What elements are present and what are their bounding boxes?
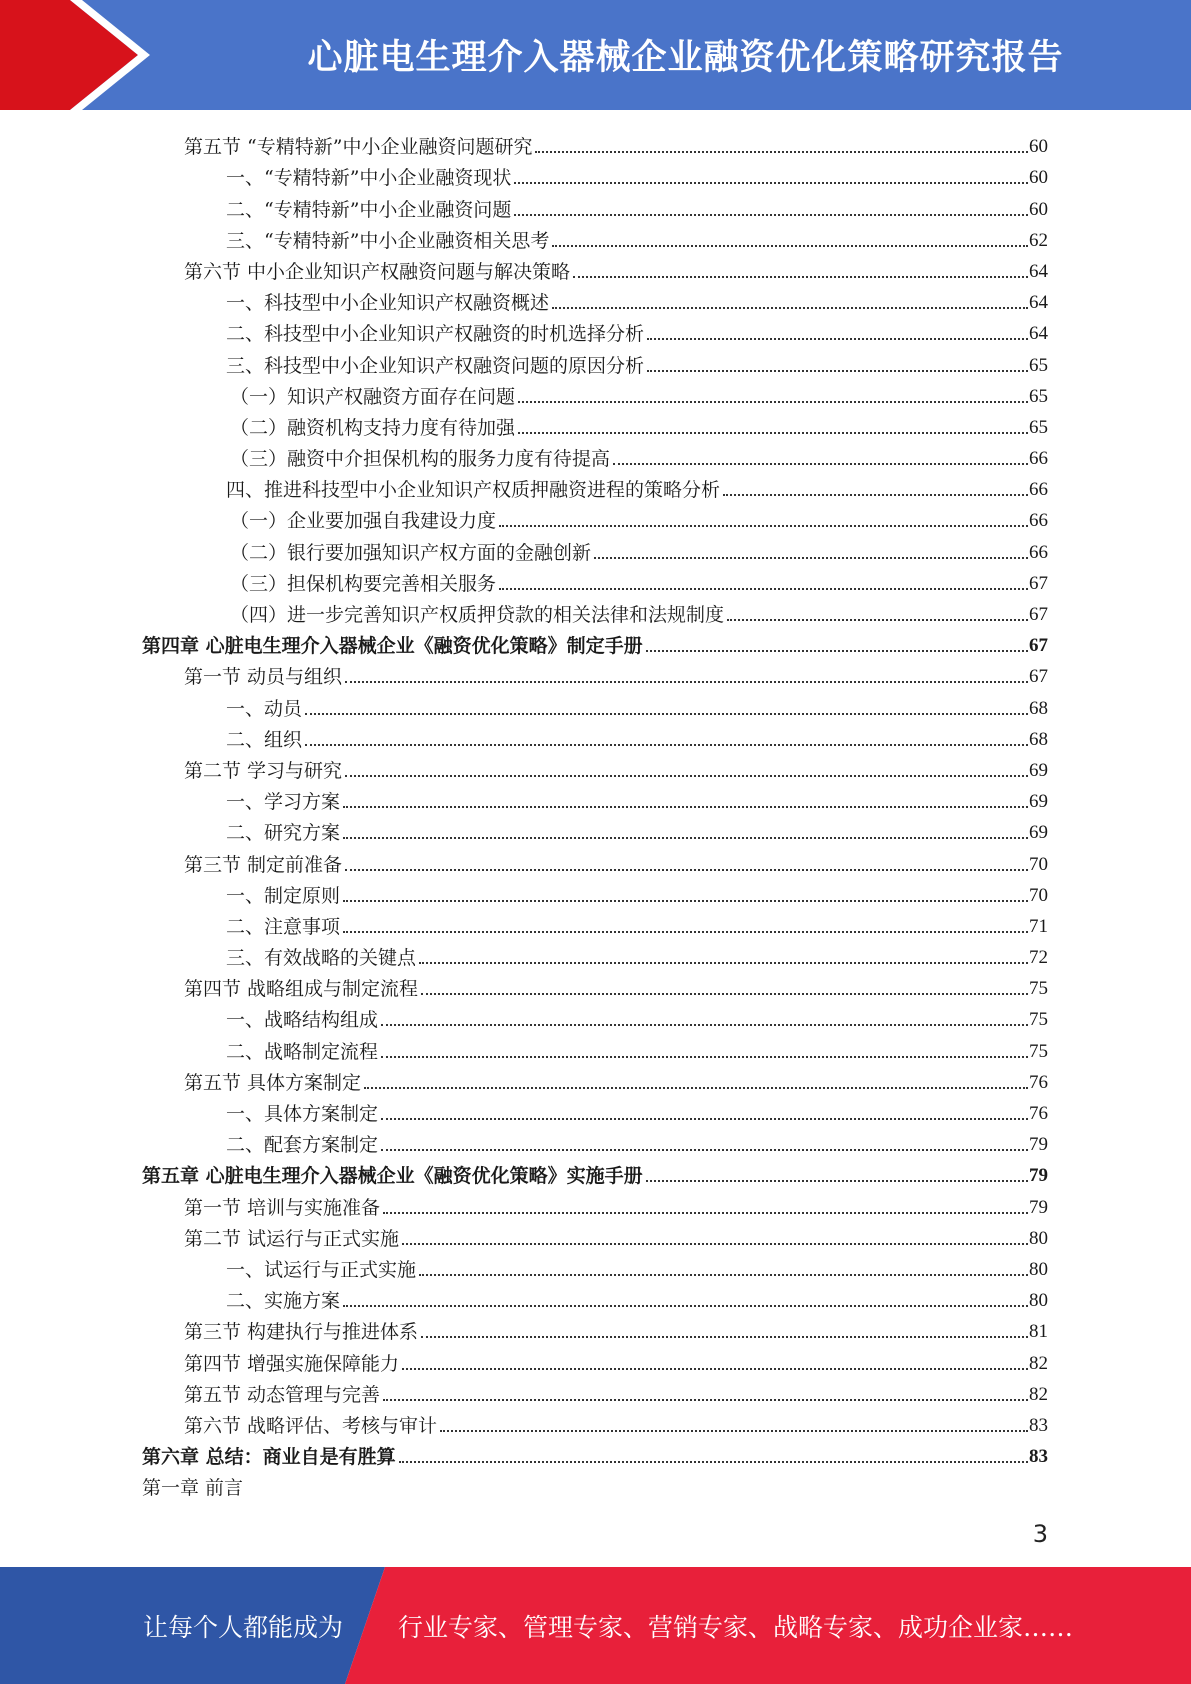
toc-entry-label: 二、组织 [226, 728, 303, 751]
toc-entry-page: 60 [1029, 167, 1048, 189]
toc-entry-label: 三、科技型中小企业知识产权融资问题的原因分析 [226, 354, 645, 377]
toc-entry[interactable] [142, 189, 1048, 220]
toc-entry[interactable] [142, 221, 1048, 252]
toc-entry-label: 一、学习方案 [226, 791, 341, 814]
toc-dot-leader [381, 1024, 1028, 1026]
toc-entry-page: 71 [1029, 915, 1048, 937]
toc-entry-page: 82 [1029, 1383, 1048, 1405]
toc-entry-label: 二、实施方案 [226, 1290, 341, 1313]
toc-entry[interactable] [142, 1187, 1048, 1218]
toc-dot-leader [646, 1180, 1028, 1182]
toc-entry-page: 79 [1029, 1196, 1048, 1218]
toc-entry[interactable] [142, 408, 1048, 439]
toc-entry-page: 81 [1029, 1321, 1048, 1343]
trailing-heading: 第一章 前言 [142, 1477, 244, 1500]
toc-entry-label: 第五节 “专精特新”中小企业融资问题研究 [184, 136, 533, 159]
toc-dot-leader [594, 557, 1028, 559]
toc-dot-leader [383, 1399, 1028, 1401]
toc-entry-label: 一、试运行与正式实施 [226, 1258, 417, 1281]
toc-entry[interactable] [142, 283, 1048, 314]
toc-entry-page: 69 [1029, 791, 1048, 813]
toc-entry-page: 75 [1029, 978, 1048, 1000]
toc-entry-page: 76 [1029, 1071, 1048, 1093]
toc-entry-label: （三）融资中介担保机构的服务力度有待提高 [230, 448, 611, 471]
toc-entry[interactable] [142, 470, 1048, 501]
toc-entry[interactable] [142, 813, 1048, 844]
toc-entry-page: 64 [1029, 292, 1048, 314]
toc-dot-leader [499, 525, 1028, 527]
toc-entry-label: （三）担保机构要完善相关服务 [230, 572, 497, 595]
toc-entry-label: 二、配套方案制定 [226, 1134, 379, 1157]
toc-entry-page: 64 [1029, 323, 1048, 345]
toc-entry[interactable] [142, 532, 1048, 563]
toc-entry-page: 65 [1029, 385, 1048, 407]
toc-entry[interactable] [142, 907, 1048, 938]
toc-entry[interactable] [142, 595, 1048, 626]
toc-entry-page: 70 [1029, 853, 1048, 875]
toc-dot-leader [727, 619, 1028, 621]
toc-entry-label: （一）知识产权融资方面存在问题 [230, 385, 516, 408]
toc-entry-page: 65 [1029, 354, 1048, 376]
toc-entry[interactable] [142, 1343, 1048, 1374]
toc-entry[interactable] [142, 1219, 1048, 1250]
toc-entry-page: 64 [1029, 260, 1048, 282]
toc-entry-page: 67 [1029, 635, 1048, 657]
toc-dot-leader [343, 931, 1028, 933]
toc-entry[interactable] [142, 377, 1048, 408]
toc-entry[interactable] [142, 1094, 1048, 1125]
toc-entry[interactable] [142, 969, 1048, 1000]
page-number: 3 [1032, 1520, 1048, 1548]
toc-entry-page: 60 [1029, 136, 1048, 158]
toc-dot-leader [419, 962, 1028, 964]
toc-dot-leader [343, 837, 1028, 839]
toc-entry-label: 一、“专精特新”中小企业融资现状 [226, 167, 512, 190]
toc-entry[interactable] [142, 314, 1048, 345]
toc-entry-page: 66 [1029, 510, 1048, 532]
toc-entry-label: 第四节 战略组成与制定流程 [184, 978, 419, 1001]
toc-entry[interactable] [142, 1281, 1048, 1312]
toc-dot-leader [552, 307, 1028, 309]
toc-dot-leader [305, 744, 1028, 746]
toc-entry-label: 二、“专精特新”中小企业融资问题 [226, 198, 512, 221]
toc-entry-label: 一、科技型中小企业知识产权融资概述 [226, 292, 550, 315]
toc-entry-page: 83 [1029, 1446, 1048, 1468]
toc-dot-leader [647, 338, 1028, 340]
toc-entry[interactable] [142, 158, 1048, 189]
toc-dot-leader [499, 588, 1028, 590]
toc-entry-page: 65 [1029, 416, 1048, 438]
toc-entry[interactable] [142, 751, 1048, 782]
toc-dot-leader [518, 432, 1028, 434]
toc-entry-page: 62 [1029, 229, 1048, 251]
toc-entry-page: 80 [1029, 1227, 1048, 1249]
toc-entry-page: 82 [1029, 1352, 1048, 1374]
toc-entry[interactable] [142, 688, 1048, 719]
toc-dot-leader [381, 1149, 1028, 1151]
toc-dot-leader [421, 1336, 1028, 1338]
toc-entry-label: 第五章 心脏电生理介入器械企业《融资优化策略》实施手册 [142, 1165, 643, 1188]
toc-dot-leader [647, 370, 1028, 372]
toc-dot-leader [383, 1212, 1028, 1214]
toc-entry-label: 二、注意事项 [226, 915, 341, 938]
toc-entry-page: 66 [1029, 448, 1048, 470]
page-footer [0, 1567, 1191, 1684]
toc-entry-label: 第三节 制定前准备 [184, 853, 343, 876]
footer-slogan-right: 行业专家、管理专家、营销专家、战略专家、成功企业家…… [398, 1612, 1074, 1642]
toc-entry-page: 68 [1029, 697, 1048, 719]
toc-dot-leader [402, 1368, 1028, 1370]
toc-dot-leader [381, 1118, 1028, 1120]
toc-entry-label: （二）银行要加强知识产权方面的金融创新 [230, 541, 592, 564]
toc-dot-leader [305, 713, 1028, 715]
toc-entry[interactable] [142, 1063, 1048, 1094]
toc-entry-label: 一、制定原则 [226, 884, 341, 907]
toc-entry-page: 60 [1029, 198, 1048, 220]
toc-entry-label: 二、战略制定流程 [226, 1040, 379, 1063]
footer-slogan-left: 让每个人都能成为 [143, 1612, 344, 1642]
toc-entry-label: 二、研究方案 [226, 822, 341, 845]
toc-dot-leader [646, 650, 1028, 652]
toc-dot-leader [573, 276, 1028, 278]
toc-entry-label: 一、战略结构组成 [226, 1009, 379, 1032]
toc-entry-label: 第五节 具体方案制定 [184, 1071, 362, 1094]
toc-entry[interactable] [142, 876, 1048, 907]
toc-dot-leader [343, 1305, 1028, 1307]
toc-entry[interactable] [142, 501, 1048, 532]
toc-entry-label: （四）进一步完善知识产权质押贷款的相关法律和法规制度 [230, 604, 725, 626]
toc-entry-label: 第六章 总结：商业自是有胜算 [142, 1446, 396, 1469]
toc-entry[interactable] [142, 127, 1048, 158]
toc-entry-label: 一、动员 [226, 697, 303, 720]
toc-entry-label: 第三节 构建执行与推进体系 [184, 1321, 419, 1344]
toc-entry-label: 二、科技型中小企业知识产权融资的时机选择分析 [226, 323, 645, 346]
toc-entry-label: （一）企业要加强自我建设力度 [230, 510, 497, 533]
toc-entry[interactable] [142, 345, 1048, 376]
toc-entry-label: 第六节 战略评估、考核与审计 [184, 1414, 438, 1437]
toc-entry-label: 第一节 动员与组织 [184, 666, 343, 689]
toc-entry[interactable] [142, 938, 1048, 969]
page-header [0, 0, 1191, 110]
toc-dot-leader [419, 1274, 1028, 1276]
toc-entry-label: 第四章 心脏电生理介入器械企业《融资优化策略》制定手册 [142, 635, 643, 658]
header-title: 心脏电生理介入器械企业融资优化策略研究报告 [307, 38, 1064, 78]
toc-dot-leader [535, 151, 1028, 153]
toc-entry-page: 75 [1029, 1009, 1048, 1031]
toc-dot-leader [613, 463, 1028, 465]
toc-dot-leader [514, 214, 1028, 216]
toc-entry[interactable] [142, 1312, 1048, 1343]
toc-entry-page: 68 [1029, 728, 1048, 750]
toc-entry[interactable] [142, 1125, 1048, 1156]
toc-entry-label: 第四节 增强实施保障能力 [184, 1352, 400, 1375]
toc-entry-page: 70 [1029, 884, 1048, 906]
toc-entry-page: 69 [1029, 759, 1048, 781]
toc-dot-leader [514, 182, 1028, 184]
toc-entry[interactable] [142, 439, 1048, 470]
toc-entry[interactable] [142, 564, 1048, 595]
toc-entry-label: （二）融资机构支持力度有待加强 [230, 416, 516, 439]
toc-dot-leader [381, 1056, 1028, 1058]
toc-entry-label: 第五节 动态管理与完善 [184, 1383, 381, 1406]
toc-dot-leader [402, 1243, 1028, 1245]
toc-entry[interactable] [142, 657, 1048, 688]
toc-entry-page: 72 [1029, 947, 1048, 969]
toc-entry[interactable] [142, 782, 1048, 813]
toc-entry-page: 75 [1029, 1040, 1048, 1062]
toc-entry-label: 第六节 中小企业知识产权融资问题与解决策略 [184, 260, 571, 283]
toc-dot-leader [345, 681, 1028, 683]
toc-entry-page: 67 [1029, 572, 1048, 594]
toc-entry-page: 79 [1029, 1165, 1048, 1187]
toc-entry-label: 第二节 学习与研究 [184, 759, 343, 782]
toc-chapter-entry[interactable] [142, 1437, 1048, 1468]
toc-entry-label: 一、具体方案制定 [226, 1103, 379, 1125]
table-of-contents [142, 127, 1048, 1499]
toc-entry[interactable] [142, 1375, 1048, 1406]
toc-dot-leader [345, 775, 1028, 777]
toc-entry-page: 69 [1029, 822, 1048, 844]
toc-dot-leader [345, 869, 1028, 871]
toc-entry[interactable] [142, 1406, 1048, 1437]
toc-entry[interactable] [142, 1250, 1048, 1281]
toc-entry-page: 66 [1029, 541, 1048, 563]
toc-dot-leader [421, 993, 1028, 995]
toc-entry-label: 四、推进科技型中小企业知识产权质押融资进程的策略分析 [226, 479, 721, 502]
toc-dot-leader [518, 401, 1028, 403]
toc-dot-leader [343, 900, 1028, 902]
toc-entry-label: 三、“专精特新”中小企业融资相关思考 [226, 229, 550, 252]
toc-entry-page: 83 [1029, 1414, 1048, 1436]
toc-dot-leader [723, 494, 1028, 496]
toc-dot-leader [552, 245, 1028, 247]
toc-entry[interactable] [142, 1031, 1048, 1062]
toc-entry[interactable] [142, 252, 1048, 283]
toc-entry-page: 80 [1029, 1290, 1048, 1312]
toc-dot-leader [399, 1461, 1028, 1463]
toc-entry-page: 67 [1029, 604, 1048, 625]
toc-entry-page: 80 [1029, 1258, 1048, 1280]
toc-entry-page: 67 [1029, 666, 1048, 688]
toc-entry-page: 76 [1029, 1103, 1048, 1124]
toc-entry-page: 66 [1029, 479, 1048, 501]
toc-dot-leader [343, 806, 1028, 808]
toc-entry-label: 第二节 试运行与正式实施 [184, 1227, 400, 1250]
toc-dot-leader [364, 1087, 1028, 1089]
toc-entry[interactable] [142, 844, 1048, 875]
toc-chapter-entry[interactable] [142, 626, 1048, 657]
toc-chapter-entry[interactable] [142, 1156, 1048, 1187]
toc-entry-label: 三、有效战略的关键点 [226, 947, 417, 970]
toc-entry[interactable] [142, 720, 1048, 751]
toc-dot-leader [440, 1430, 1028, 1432]
toc-entry-label: 第一节 培训与实施准备 [184, 1196, 381, 1219]
toc-entry-page: 79 [1029, 1134, 1048, 1156]
toc-entry[interactable] [142, 1000, 1048, 1031]
